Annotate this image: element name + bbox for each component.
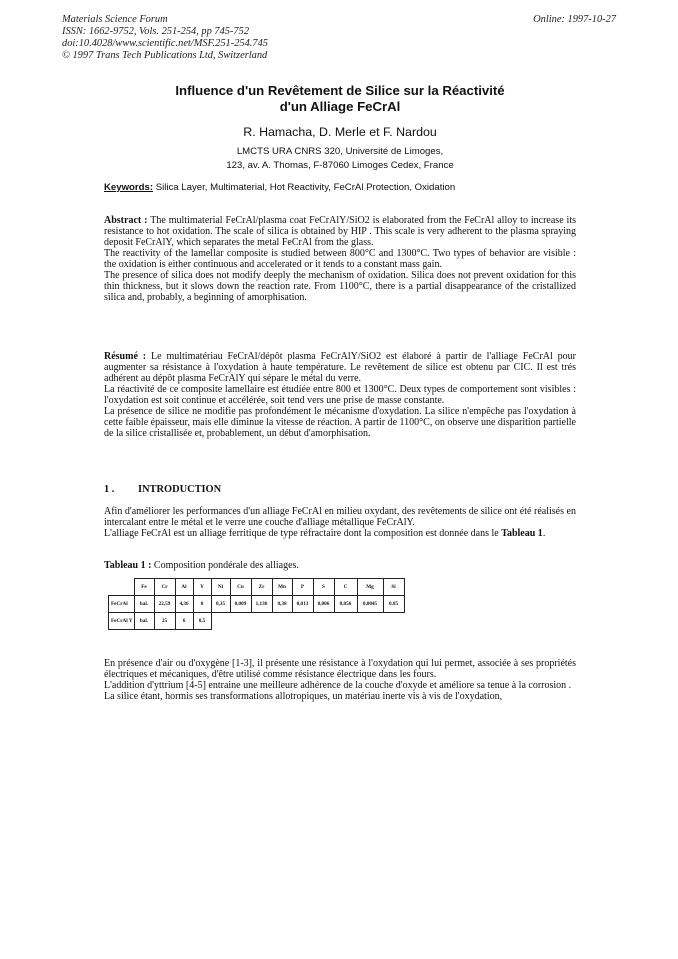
body-p3: La silice étant, hormis ses transformations allotropiques, un matériau inerte vis à vis de l'oxydation,: [104, 691, 503, 702]
table-cell: 1,136: [251, 596, 272, 613]
table-caption-text: Composition pondérale des alliages.: [151, 560, 299, 571]
abstract: [104, 215, 576, 303]
col-header: Cr: [154, 579, 175, 596]
table-cell: 0,013: [292, 596, 313, 613]
col-header: C: [334, 579, 357, 596]
table-row: [109, 596, 405, 613]
col-header: Y: [193, 579, 211, 596]
table-cell: 0: [193, 596, 211, 613]
table-cell: 0,056: [334, 596, 357, 613]
col-header: Fe: [134, 579, 154, 596]
title-line-2: d'un Alliage FeCrAl: [279, 99, 401, 114]
resume-p1: Le multimatériau FeCrAl/dépôt plasma FeCrAlY/SiO2 est élaboré à partir de l'alliage FeCrAl pour augmenter sa résistance à l'oxydation à haute température. Le revêtement de silice est obtenu par CIC. Il est trés adhérent au dépôt plasma FeCrAlY qui sépare le métal du verre.: [104, 351, 576, 384]
section-title: INTRODUCTION: [138, 484, 222, 495]
composition-table: [108, 578, 405, 630]
resume: [104, 351, 576, 439]
table-caption-label: Tableau 1 :: [104, 560, 152, 571]
table-caption: [104, 560, 299, 571]
affiliation-line-1: LMCTS URA CNRS 320, Université de Limoges,: [236, 146, 444, 157]
resume-label: Résumé :: [104, 351, 147, 362]
abstract-p2: The reactivity of the lamellar composite is studied between 800°C and 1300°C. Two types of behavior are visible : the oxidation is either continuous and accelerated or it tends to a constant mass gain.: [104, 248, 576, 270]
table-row: [109, 613, 405, 630]
copyright-line: © 1997 Trans Tech Publications Ltd, Switzerland: [62, 50, 268, 61]
resume-p2: La réactivité de ce composite lamellaire est étudiée entre 800 et 1300°C. Deux types de comportement sont visibles : l'oxydation est soit continue et accélérée, soit tend vers une prise de masse constante.: [104, 384, 576, 406]
abstract-label: Abstract :: [104, 215, 148, 226]
row-header: FeCrAl: [109, 596, 135, 613]
body-p1: En présence d'air ou d'oxygène [1-3], il présente une résistance à l'oxydation qui lui permet, associée à ses propriétés électriques et mécaniques, d'être utilisé comme résistance électrique dans les fours.: [104, 658, 576, 680]
introduction-text: [104, 506, 576, 539]
affiliation: [100, 145, 580, 172]
table-cell: bal.: [134, 596, 154, 613]
table-cell: 0,5: [193, 613, 211, 630]
table-cell: 6: [175, 613, 193, 630]
doi-line: doi:10.4028/www.scientific.net/MSF.251-254.745: [62, 38, 268, 49]
col-header: Mg: [357, 579, 383, 596]
col-header: Zr: [251, 579, 272, 596]
authors: R. Hamacha, D. Merle et F. Nardou: [243, 125, 437, 139]
body-text: [104, 658, 576, 702]
row-header: FeCrAl Y: [109, 613, 135, 630]
journal-name: Materials Science Forum: [62, 14, 168, 25]
table-cell: 0,85: [383, 596, 404, 613]
intro-p2-end: .: [542, 528, 546, 539]
body-p2: L'addition d'yttrium [4-5] entraine une meilleure adhérence de la couche d'oxyde et améliore sa tenue à la corrosion .: [104, 680, 572, 691]
resume-p3: La présence de silice ne modifie pas profondément le mécanisme d'oxydation. La silice n'empêche pas l'oxydation à cette faible épaisseur, mais elle diminue la vitesse de réaction. A partir de 1100°C, on observe une disparition partielle de la silice cristallisée et, probablement, un début d'amorphisation.: [104, 406, 576, 439]
keywords: [104, 182, 455, 193]
journal-header: [62, 14, 268, 62]
table-cell: 0,009: [230, 596, 251, 613]
col-header: Si: [383, 579, 404, 596]
section-number: 1 .: [104, 484, 115, 495]
section-heading: [104, 484, 221, 495]
table-cell: 4,36: [175, 596, 193, 613]
paper-title: [100, 83, 580, 115]
col-header: Cu: [230, 579, 251, 596]
online-date: Online: 1997-10-27: [533, 14, 616, 25]
table-cell: 0,38: [272, 596, 292, 613]
abstract-p3: The presence of silica does not modify deeply the mechanism of oxidation. Silica does not prevent oxidation for this thin thickness, but it slows down the reaction rate. From 1100°C, there is a partial disappearance of the cristallized silica and, probably, a beginning of amorphisation.: [104, 270, 576, 303]
table-cell: bal.: [134, 613, 154, 630]
affiliation-line-2: 123, av. A. Thomas, F-87060 Limoges Cedex, France: [226, 159, 454, 171]
intro-p1: Afin d'améliorer les performances d'un alliage FeCrAl en milieu oxydant, des revêtements de silice ont été réalisés en intercalant entre le métal et le verre une couche d'alliage métallique FeCrAlY.: [104, 506, 576, 528]
col-header: Ni: [211, 579, 230, 596]
table-cell: 25: [154, 613, 175, 630]
col-header: Al: [175, 579, 193, 596]
table-cell: 22,59: [154, 596, 175, 613]
issn-line: ISSN: 1662-9752, Vols. 251-254, pp 745-752: [62, 26, 250, 37]
table-reference: Tableau 1: [501, 528, 543, 539]
title-line-1: Influence d'un Revêtement de Silice sur la Réactivité: [175, 83, 505, 98]
table-header-row: [109, 579, 405, 596]
keywords-text: Silica Layer, Multimaterial, Hot Reactivity, FeCrAl Protection, Oxidation: [153, 182, 456, 193]
abstract-p1: The multimaterial FeCrAl/plasma coat FeCrAlY/SiO2 is elaborated from the FeCrAl alloy to increase its resistance to hot oxidation. The scale of silica is obtained by HIP . This scale is very adherent to the plasma spraying deposit FeCrAlY, which separates the metal FeCrAl from the glass.: [104, 215, 577, 248]
col-header: Mn: [272, 579, 292, 596]
table-cell: 0,35: [211, 596, 230, 613]
table-cell: 0,006: [313, 596, 334, 613]
intro-p2: L'alliage FeCrAl est un alliage ferritique de type réfractaire dont la composition est donnée dans le: [104, 528, 502, 539]
table-cell: 0,0045: [357, 596, 383, 613]
col-header: P: [292, 579, 313, 596]
col-header: S: [313, 579, 334, 596]
keywords-label: Keywords:: [104, 182, 154, 193]
